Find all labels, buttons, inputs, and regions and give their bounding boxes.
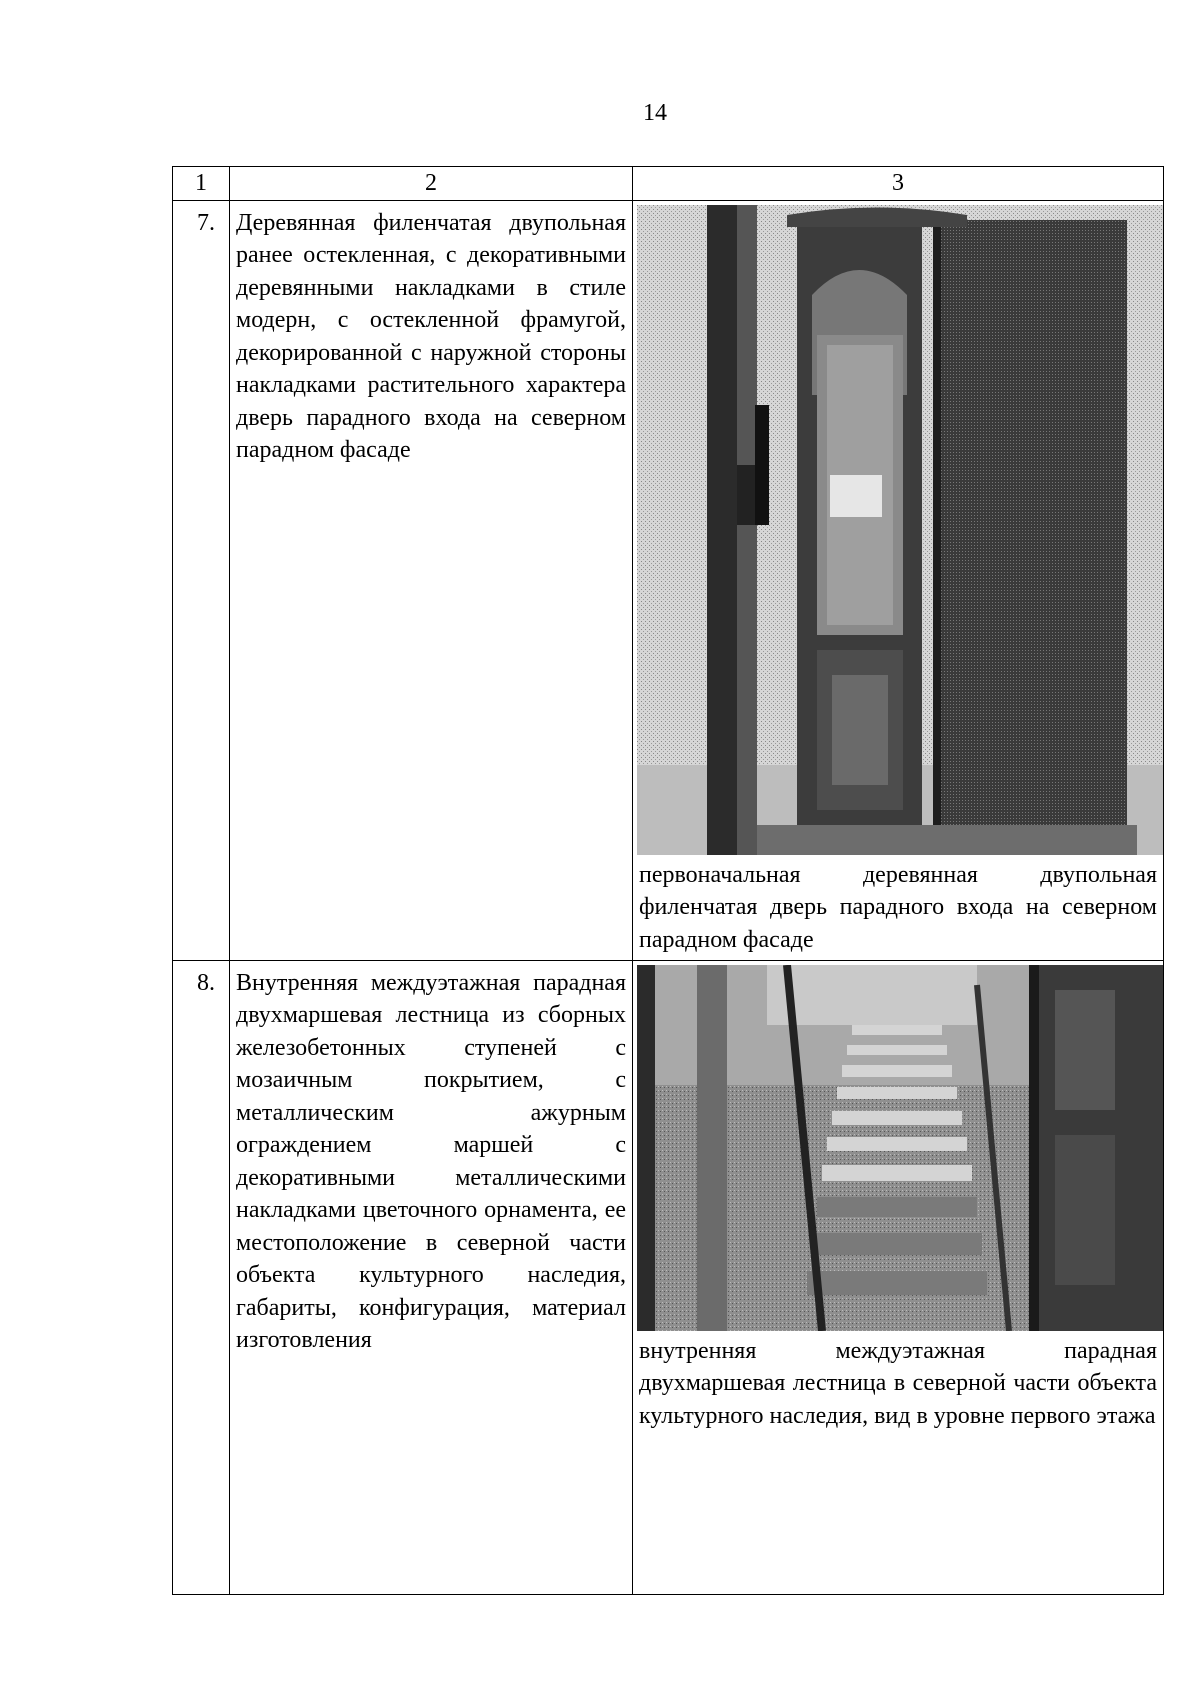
page-number: 14 [643,100,667,126]
heritage-elements-table [172,166,1164,1595]
column-header-1: 1 [173,167,230,201]
table-row [173,200,1164,960]
row-description: Деревянная филенчатая двупольная ранее остекленная, с декоративными деревянными накладками в стиле модерн, с остекленной фрамугой, декорированной с наружной стороны накладками растительного характера дверь парадного входа на северном парадном фасаде [236,209,626,463]
row-description-cell [230,200,633,960]
row-description-cell [230,960,633,1594]
door-photo [637,205,1163,855]
row-number: 8. [173,960,230,1594]
row-number: 7. [173,200,230,960]
photo-caption: внутренняя междуэтажная парадная двухмаршевая лестница в северной части объекта культурного наследия, вид в уровне первого этажа [639,1337,1157,1429]
column-header-3: 3 [633,167,1164,201]
column-header-2: 2 [230,167,633,201]
staircase-photo [637,965,1163,1331]
photo-caption: первоначальная деревянная двупольная филенчатая дверь парадного входа на северном парадном фасаде [639,861,1157,953]
table-row [173,960,1164,1594]
table-header-row [173,167,1164,201]
row-photo-cell [633,960,1164,1594]
row-photo-cell [633,200,1164,960]
row-description: Внутренняя междуэтажная парадная двухмаршевая лестница из сборных железобетонных ступеней с мозаичным покрытием, с металлическим ажурным ограждением маршей с декоративными металлическими накладками цветочного орнамента, ее местоположение в северной части объекта культурного наследия, габариты, конфигурация, материал изготовления [236,969,626,1353]
